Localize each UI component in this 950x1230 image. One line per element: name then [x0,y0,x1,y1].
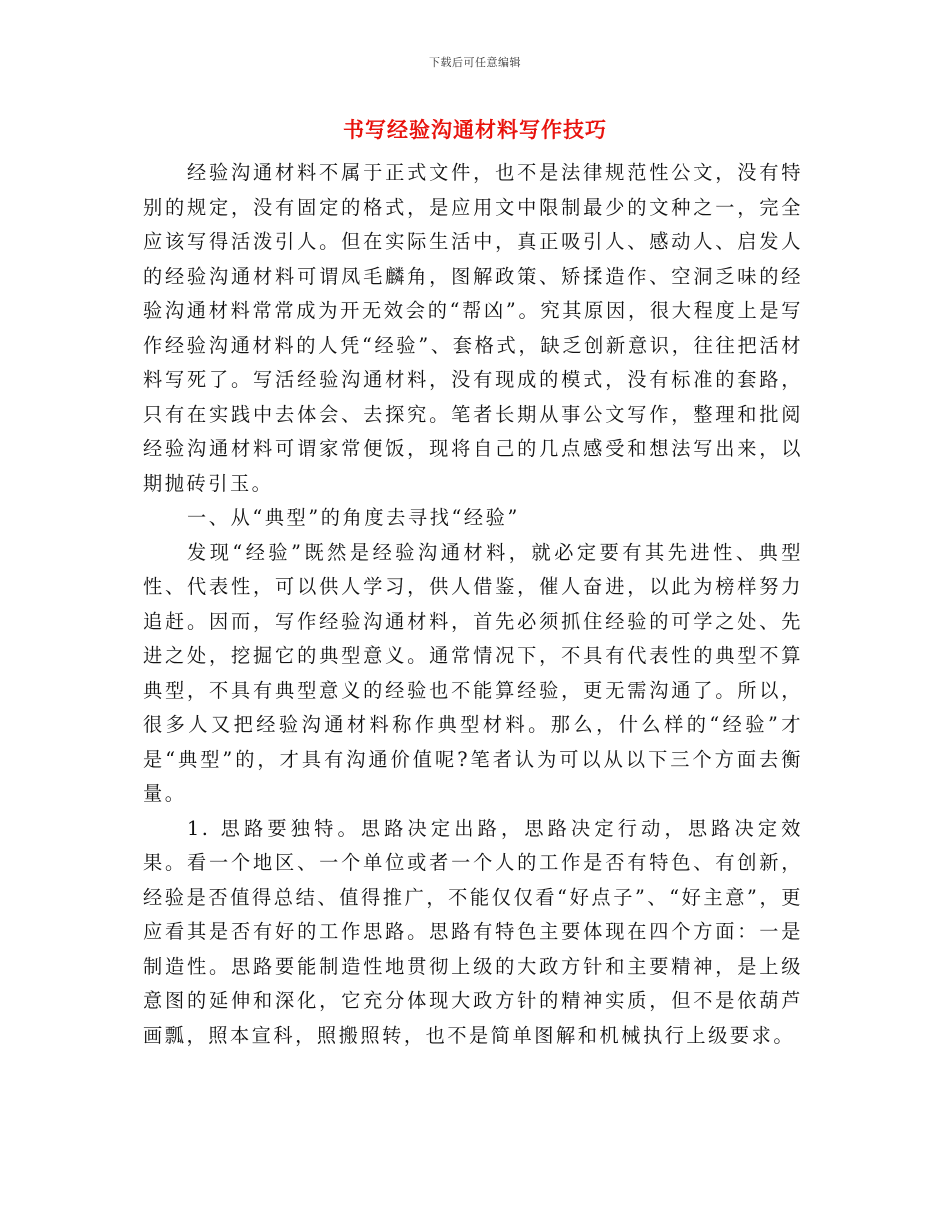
paragraph-unique-thinking: 1. 思路要独特。思路决定出路，思路决定行动，思路决定效果。看一个地区、一个单位或者一个人的工作是否有特色、有创新，经验是否值得总结、值得推广，不能仅仅看“好点子”、“好主意”，更应看其是否有好的工作思路。思路有特色主要体现在四个方面：一是制造性。思路要能制造性地贯彻上级的大政方针和主要精神，是上级意图的延伸和深化，它充分体现大政方针的精神实质，但不是依葫芦画瓢，照本宣科，照搬照转，也不是简单图解和机械执行上级要求。 [143,816,803,1047]
paragraph-intro: 经验沟通材料不属于正式文件，也不是法律规范性公文，没有特别的规定，没有固定的格式，是应用文中限制最少的文种之一，完全应该写得活泼引人。但在实际生活中，真正吸引人、感动人、启发人的经验沟通材料可谓凤毛麟角，图解政策、矫揉造作、空洞乏味的经验沟通材料常常成为开无效会的“帮凶”。究其原因，很大程度上是写作经验沟通材料的人凭“经验”、套格式，缺乏创新意识，往往把活材料写死了。写活经验沟通材料，没有现成的模式，没有标准的套路，只有在实践中去体会、去探究。笔者长期从事公文写作，整理和批阅经验沟通材料可谓家常便饭，现将自己的几点感受和想法写出来，以期抛砖引玉。 [143,161,803,495]
document-title: 书写经验沟通材料写作技巧 [343,117,607,142]
header-note: 下载后可任意编辑 [429,56,521,69]
paragraph-discover-experience: 发现“经验”既然是经验沟通材料，就必定要有其先进性、典型性、代表性，可以供人学习，供人借鉴，催人奋进，以此为榜样努力追赶。因而，写作经验沟通材料，首先必须抓住经验的可学之处、先进之处，挖掘它的典型意义。通常情况下，不具有代表性的典型不算典型，不具有典型意义的经验也不能算经验，更无需沟通了。所以，很多人又把经验沟通材料称作典型材料。那么，什么样的“经验”才是“典型”的，才具有沟通价值呢?笔者认为可以从以下三个方面去衡量。 [143,540,803,805]
document-body [143,156,803,1053]
section-heading-1: 一、从“典型”的角度去寻找“经验” [187,506,520,529]
